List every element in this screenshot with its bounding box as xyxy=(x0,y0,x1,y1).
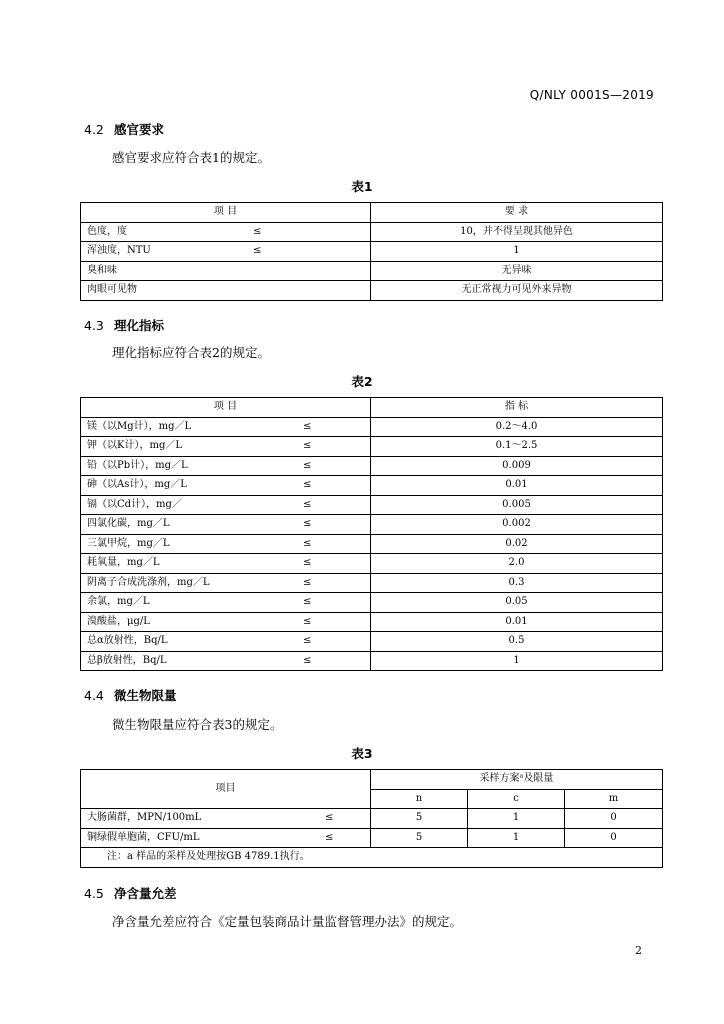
value-cell: 0.005 xyxy=(371,495,663,515)
item-label: 总α放射性，Bq/L xyxy=(87,635,168,647)
table-row xyxy=(81,612,663,632)
table-row xyxy=(81,495,663,515)
table-row xyxy=(81,437,663,457)
header-index: 指 标 xyxy=(371,398,663,418)
section-4-5-heading xyxy=(84,884,177,902)
item-cell xyxy=(81,456,371,476)
table-2-caption: 表2 xyxy=(351,374,373,389)
section-title: 理化指标 xyxy=(114,318,165,333)
comparison-operator: ≤ xyxy=(303,557,312,569)
table-row xyxy=(81,476,663,496)
value-cell: 0.002 xyxy=(371,515,663,535)
item-label: 耗氧量，mg／L xyxy=(87,557,160,569)
table-row xyxy=(81,222,663,242)
item-label: 色度，度 xyxy=(87,225,127,237)
section-4-2-heading xyxy=(84,120,164,138)
item-cell xyxy=(81,495,371,515)
table-row xyxy=(81,534,663,554)
item-cell xyxy=(81,437,371,457)
n-cell: 5 xyxy=(371,809,468,829)
subheader-n: n xyxy=(371,789,468,809)
value-cell: 0.009 xyxy=(371,456,663,476)
table-header-row xyxy=(81,398,663,418)
table-header-row xyxy=(81,203,663,223)
item-cell xyxy=(81,593,371,613)
item-label: 总β放射性，Bq/L xyxy=(87,654,167,666)
item-cell xyxy=(81,222,371,242)
n-cell: 5 xyxy=(371,828,468,848)
value-cell: 0.1～2.5 xyxy=(371,437,663,457)
section-number: 4.4 xyxy=(84,688,104,703)
item-label: 臭和味 xyxy=(87,264,117,276)
value-cell: 0.01 xyxy=(371,612,663,632)
table-row xyxy=(81,515,663,535)
comparison-operator: ≤ xyxy=(253,245,262,257)
item-label: 砷（以As计），mg／L xyxy=(87,479,187,491)
item-label: 阴离子合成洗涤剂，mg／L xyxy=(87,576,210,588)
m-cell: 0 xyxy=(565,828,663,848)
section-4-3-heading xyxy=(84,316,164,334)
value-cell: 无异味 xyxy=(371,261,663,281)
table-2 xyxy=(80,397,663,671)
comparison-operator: ≤ xyxy=(303,537,312,549)
table-row xyxy=(81,573,663,593)
value-cell: 10，并不得呈现其他异色 xyxy=(371,222,663,242)
value-cell: 2.0 xyxy=(371,554,663,574)
comparison-operator: ≤ xyxy=(325,831,334,843)
item-cell xyxy=(81,632,371,652)
table-row xyxy=(81,809,663,829)
table-note: 注：a 样品的采样及处理按GB 4789.1执行。 xyxy=(81,848,663,868)
section-4-2-paragraph: 感官要求应符合表1的规定。 xyxy=(112,150,270,165)
item-label: 钾（以K计），mg／L xyxy=(87,440,182,452)
comparison-operator: ≤ xyxy=(303,576,312,588)
m-cell: 0 xyxy=(565,809,663,829)
comparison-operator: ≤ xyxy=(253,225,262,237)
table-1 xyxy=(80,202,663,301)
comparison-operator: ≤ xyxy=(303,498,312,510)
section-number: 4.2 xyxy=(84,122,104,137)
value-cell: 1 xyxy=(371,651,663,671)
table-row xyxy=(81,281,663,301)
table-3-caption: 表3 xyxy=(351,746,373,761)
item-label: 大肠菌群，MPN/100mL xyxy=(87,812,202,824)
section-number: 4.5 xyxy=(84,886,104,901)
section-title: 感官要求 xyxy=(114,122,165,137)
value-cell: 0.5 xyxy=(371,632,663,652)
comparison-operator: ≤ xyxy=(303,479,312,491)
header-item: 项目 xyxy=(81,770,371,809)
item-cell xyxy=(81,417,371,437)
item-cell xyxy=(81,554,371,574)
table-row xyxy=(81,593,663,613)
item-label: 肉眼可见物 xyxy=(87,284,137,296)
item-label: 镉（以Cd计），mg／ xyxy=(87,498,182,510)
subheader-m: m xyxy=(565,789,663,809)
table-row xyxy=(81,456,663,476)
item-label: 铅（以Pb计），mg／L xyxy=(87,459,188,471)
section-title: 净含量允差 xyxy=(114,886,177,901)
comparison-operator: ≤ xyxy=(303,459,312,471)
item-cell xyxy=(81,534,371,554)
comparison-operator: ≤ xyxy=(303,596,312,608)
item-cell xyxy=(81,476,371,496)
value-cell: 0.2～4.0 xyxy=(371,417,663,437)
item-label: 溴酸盐，μg/L xyxy=(87,615,150,627)
c-cell: 1 xyxy=(468,828,565,848)
value-cell: 无正常视力可见外来异物 xyxy=(371,281,663,301)
table-row xyxy=(81,417,663,437)
table-note-row xyxy=(81,848,663,868)
page-number: 2 xyxy=(635,944,642,957)
value-cell: 0.05 xyxy=(371,593,663,613)
item-cell xyxy=(81,573,371,593)
table-row xyxy=(81,632,663,652)
comparison-operator: ≤ xyxy=(303,440,312,452)
comparison-operator: ≤ xyxy=(303,654,312,666)
value-cell: 0.02 xyxy=(371,534,663,554)
item-label: 四氯化碳，mg／L xyxy=(87,518,170,530)
c-cell: 1 xyxy=(468,809,565,829)
item-cell xyxy=(81,828,371,848)
comparison-operator: ≤ xyxy=(303,518,312,530)
section-title: 微生物限量 xyxy=(114,688,177,703)
table-row xyxy=(81,261,663,281)
table-row xyxy=(81,242,663,262)
comparison-operator: ≤ xyxy=(325,812,334,824)
item-label: 浑浊度，NTU xyxy=(87,245,151,257)
section-4-4-heading xyxy=(84,686,177,704)
table-3 xyxy=(80,769,663,868)
comparison-operator: ≤ xyxy=(303,615,312,627)
item-cell xyxy=(81,809,371,829)
value-cell: 0.01 xyxy=(371,476,663,496)
header-item: 项 目 xyxy=(81,203,371,223)
item-label: 余氯，mg／L xyxy=(87,596,150,608)
table-row xyxy=(81,554,663,574)
section-number: 4.3 xyxy=(84,318,104,333)
item-cell xyxy=(81,515,371,535)
table-header-row xyxy=(81,770,663,790)
comparison-operator: ≤ xyxy=(303,635,312,647)
item-cell xyxy=(81,651,371,671)
section-4-3-paragraph: 理化指标应符合表2的规定。 xyxy=(112,345,270,360)
header-item: 项 目 xyxy=(81,398,371,418)
table-row xyxy=(81,651,663,671)
section-4-5-paragraph: 净含量允差应符合《定量包装商品计量监督管理办法》的规定。 xyxy=(112,914,463,929)
item-label: 三氯甲烷，mg／L xyxy=(87,537,170,549)
header-sampling-plan: 采样方案ᵃ及限量 xyxy=(371,770,663,790)
document-code: Q/NLY 0001S—2019 xyxy=(529,88,654,102)
section-4-4-paragraph: 微生物限量应符合表3的规定。 xyxy=(112,717,283,732)
table-1-caption: 表1 xyxy=(351,179,373,194)
item-cell xyxy=(81,281,371,301)
item-label: 铜绿假单胞菌，CFU/mL xyxy=(87,831,200,843)
item-cell xyxy=(81,612,371,632)
header-requirement: 要 求 xyxy=(371,203,663,223)
comparison-operator: ≤ xyxy=(303,420,312,432)
subheader-c: c xyxy=(468,789,565,809)
table-row xyxy=(81,828,663,848)
value-cell: 0.3 xyxy=(371,573,663,593)
item-cell xyxy=(81,261,371,281)
value-cell: 1 xyxy=(371,242,663,262)
item-label: 镁（以Mg计），mg／L xyxy=(87,420,192,432)
item-cell xyxy=(81,242,371,262)
